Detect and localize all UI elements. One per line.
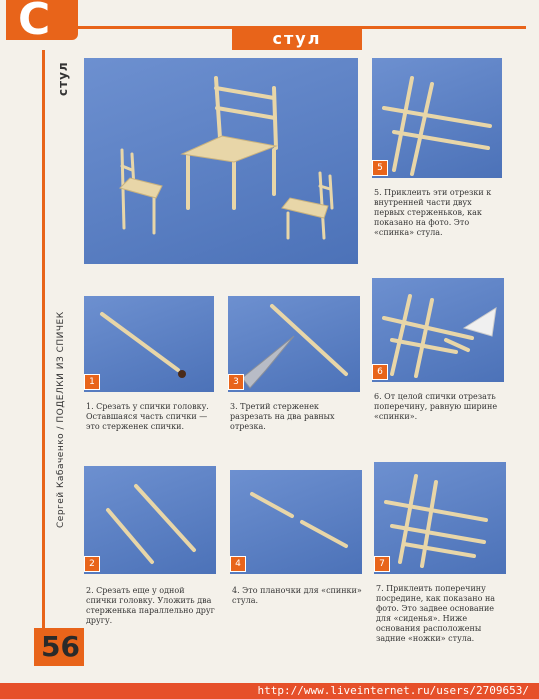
step-4-planks bbox=[230, 470, 362, 574]
margin-stripe bbox=[42, 50, 45, 630]
page-number: 56 bbox=[41, 630, 80, 663]
step-5-sticks bbox=[372, 58, 502, 178]
side-credit: Сергей Кабаченко / ПОДЕЛКИ ИЗ СПИЧЕК bbox=[56, 311, 66, 528]
hero-photo-chairs bbox=[84, 58, 358, 264]
step-number-badge: 5 bbox=[372, 160, 388, 176]
step-number-badge: 2 bbox=[84, 556, 100, 572]
step-photo-1 bbox=[84, 296, 214, 392]
watermark-url: http://www.liveinternet.ru/users/2709653/ bbox=[257, 684, 529, 697]
chairs-illustration bbox=[84, 58, 358, 264]
step-caption-4: 4. Это планочки для «спинки» стула. bbox=[232, 586, 362, 605]
step-photo-7 bbox=[374, 462, 506, 574]
step-caption-5: 5. Приклеить эти отрезки к внутренней части двух первых стерженьков, как показано на фото. Это «спинка» стула. bbox=[374, 188, 492, 237]
step-caption-3: 3. Третий стерженек разрезать на два равных отрезка. bbox=[230, 402, 335, 431]
section-letter: С bbox=[18, 0, 51, 45]
step-caption-2: 2. Срезать еще у одной спички головку. Уложить два стерженька параллельно друг другу. bbox=[86, 586, 215, 625]
step-caption-6: 6. От целой спички отрезать поперечину, равную ширине «спинки». bbox=[374, 392, 498, 421]
step-number-badge: 3 bbox=[228, 374, 244, 390]
step-photo-4 bbox=[230, 470, 362, 574]
side-section-title: стул bbox=[56, 61, 70, 96]
step-3-cutting bbox=[228, 296, 360, 392]
step-number-badge: 6 bbox=[372, 364, 388, 380]
step-photo-6 bbox=[372, 278, 504, 382]
step-photo-3 bbox=[228, 296, 360, 392]
step-number-badge: 1 bbox=[84, 374, 100, 390]
page-number-box bbox=[34, 628, 84, 666]
section-letter-tab bbox=[6, 0, 78, 45]
step-photo-2 bbox=[84, 466, 216, 574]
step-number-badge: 7 bbox=[374, 556, 390, 572]
step-number-badge: 4 bbox=[230, 556, 246, 572]
step-2-sticks bbox=[84, 466, 216, 574]
step-caption-1: 1. Срезать у спички головку. Оставшаяся часть спички — это стерженек спички. bbox=[86, 402, 209, 431]
step-7-frame bbox=[374, 462, 506, 574]
page-title: стул bbox=[232, 28, 362, 50]
step-photo-5 bbox=[372, 58, 502, 178]
step-1-match bbox=[84, 296, 214, 392]
step-caption-7: 7. Приклеить поперечину посредине, как показано на фото. Это задвее основание для «сиденья». Ниже основания расположены задние «ножки» стула. bbox=[376, 584, 496, 643]
step-6-sticks bbox=[372, 278, 504, 382]
